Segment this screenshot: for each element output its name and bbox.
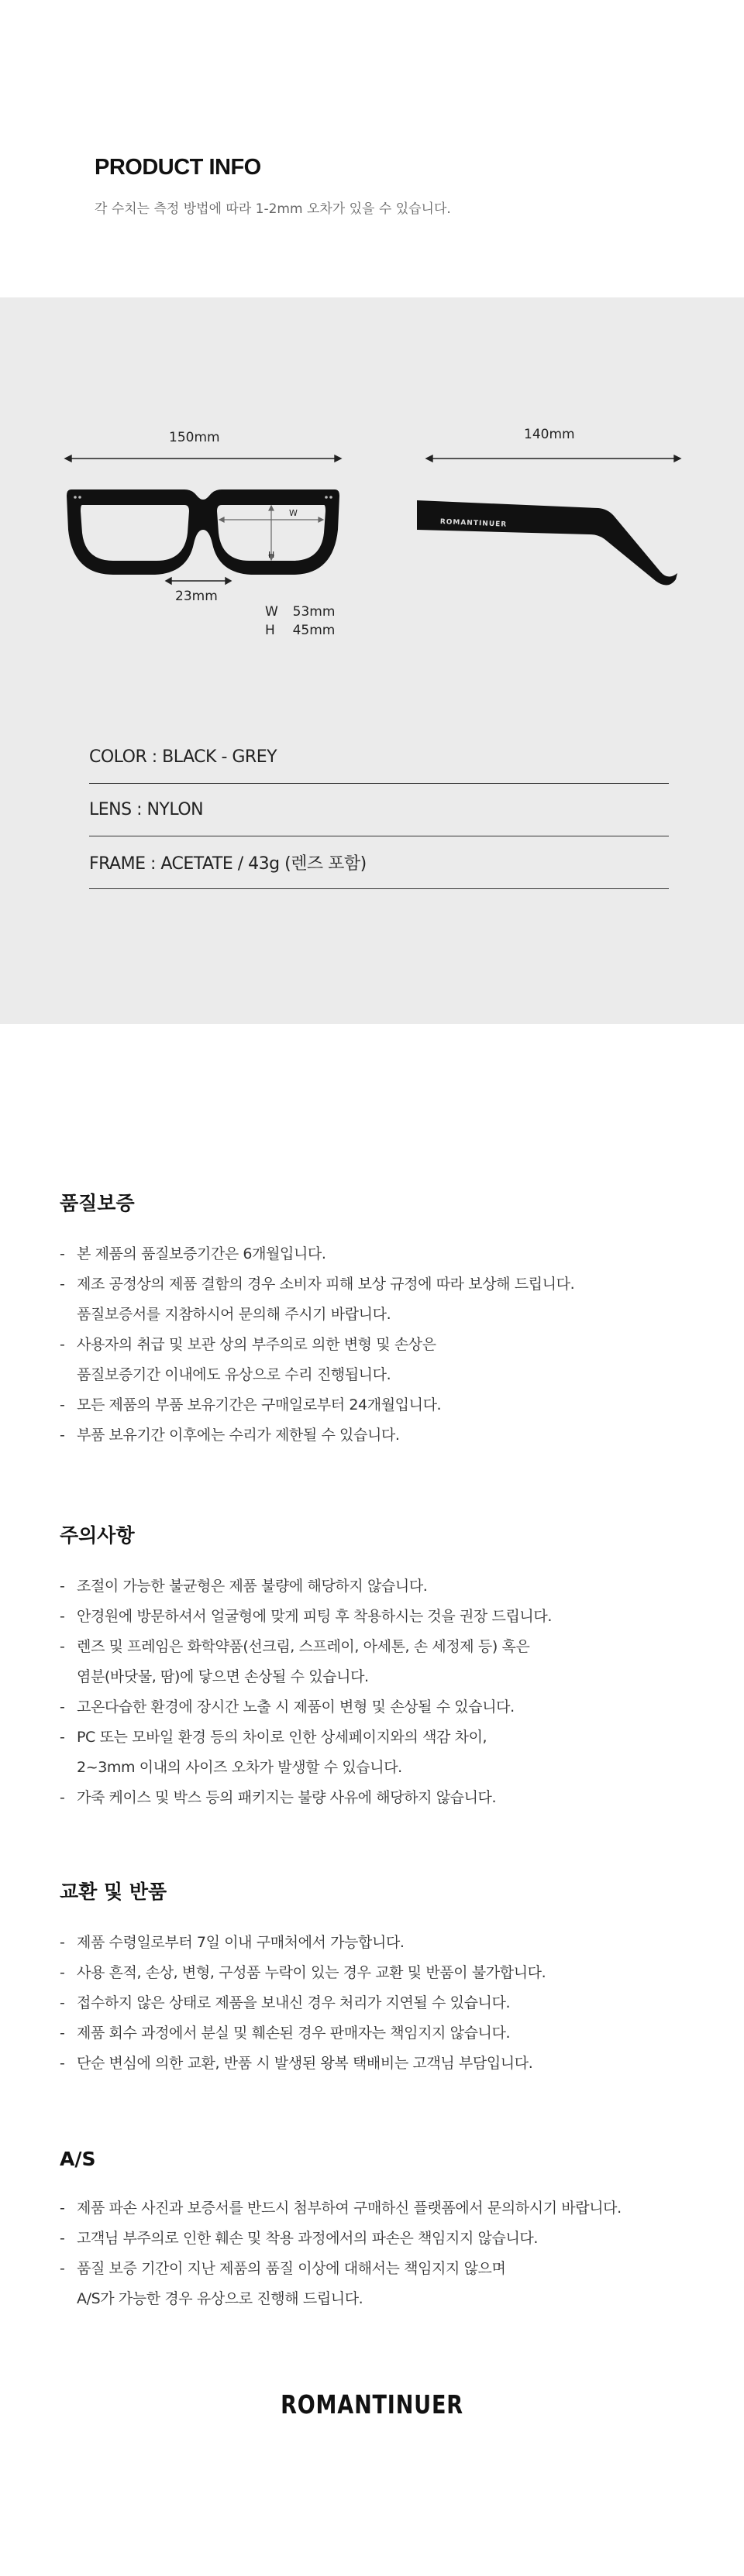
list-item-continued: 품질보증기간 이내에도 유상으로 수리 진행됩니다.: [77, 1366, 391, 1383]
temple-length-arrow: [426, 455, 680, 462]
product-info-header: [95, 155, 451, 217]
list-item: - 안경원에 방문하셔서 얼굴형에 맞게 피팅 후 착용하시는 것을 권장 드립니다.: [60, 1608, 552, 1625]
list-item-continued: 품질보증서를 지참하시어 문의해 주시기 바랍니다.: [77, 1306, 391, 1323]
bridge-width-label: 23mm: [175, 589, 218, 604]
measurement-note: 각 수치는 측정 방법에 따라 1-2mm 오차가 있을 수 있습니다.: [95, 201, 451, 217]
spec-frame: FRAME : ACETATE / 43g (렌즈 포함): [89, 836, 669, 889]
frame-width-label: 150mm: [169, 430, 220, 445]
lens-height-value: 45mm: [292, 623, 336, 638]
list-item: - 접수하지 않은 상태로 제품을 보내신 경우 처리가 지연될 수 있습니다.: [60, 1994, 511, 2011]
list-item: - 단순 변심에 의한 교환, 반품 시 발생된 왕복 택배비는 고객님 부담입니다.: [60, 2055, 533, 2072]
lens-height-key: H: [265, 623, 275, 638]
list-item: - 제조 공정상의 제품 결함의 경우 소비자 피해 보상 규정에 따라 보상해 드립니다.: [60, 1276, 575, 1293]
list-item: - 부품 보유기간 이후에는 수리가 제한될 수 있습니다.: [60, 1427, 400, 1444]
section-after-service: [60, 2148, 695, 2314]
lens-width-key: W: [265, 604, 278, 620]
list-item: - 본 제품의 품질보증기간은 6개월입니다.: [60, 1245, 326, 1262]
section-title: 교환 및 반품: [60, 1880, 167, 1903]
list-item: - 고온다습한 환경에 장시간 노출 시 제품이 변형 및 손상될 수 있습니다.: [60, 1698, 515, 1716]
list-item-continued: 2~3mm 이내의 사이즈 오차가 발생할 수 있습니다.: [77, 1759, 402, 1776]
spec-lens: LENS : NYLON: [89, 784, 669, 836]
list-item-continued: A/S가 가능한 경우 유상으로 진행해 드립니다.: [77, 2290, 363, 2307]
section-title: 주의사항: [60, 1524, 135, 1547]
page-title: PRODUCT INFO: [95, 155, 261, 180]
list-item: - 제품 파손 사진과 보증서를 반드시 첨부하여 구매하신 플랫폼에서 문의하시기 바랍니다.: [60, 2200, 622, 2217]
temple-length-label: 140mm: [524, 427, 575, 442]
section-title: A/S: [60, 2148, 96, 2170]
spec-color: COLOR : BLACK - GREY: [89, 731, 669, 784]
frame-width-arrow: [65, 455, 341, 462]
list-item: - 조절이 가능한 불균형은 제품 불량에 해당하지 않습니다.: [60, 1578, 428, 1595]
temple-brand-print: ROMANTINUER: [439, 518, 508, 529]
brand-logo: ROMANTINUER: [281, 2389, 463, 2420]
list-item: - 사용자의 취급 및 보관 상의 부주의로 의한 변형 및 손상은: [60, 1336, 436, 1353]
h-marker: H: [268, 550, 275, 560]
list-item-continued: 염분(바닷물, 땀)에 닿으면 손상될 수 있습니다.: [77, 1668, 369, 1685]
list-item: - 모든 제품의 부품 보유기간은 구매일로부터 24개월입니다.: [60, 1396, 442, 1413]
list-item: - 고객님 부주의로 인한 훼손 및 착용 과정에서의 파손은 책임지지 않습니다.: [60, 2230, 539, 2247]
list-item: - 품질 보증 기간이 지난 제품의 품질 이상에 대해서는 책임지지 않으며: [60, 2260, 506, 2277]
section-title: 품질보증: [60, 1192, 135, 1214]
section-warranty: [60, 1188, 695, 1451]
lens-width-value: 53mm: [292, 604, 336, 620]
list-item: - 사용 흔적, 손상, 변형, 구성품 누락이 있는 경우 교환 및 반품이 불가합니다.: [60, 1964, 546, 1981]
w-marker: W: [289, 508, 298, 518]
lens-width-row: [265, 604, 335, 620]
spec-list: [89, 731, 669, 889]
list-item: - 렌즈 및 프레임은 화학약품(선크림, 스프레이, 아세톤, 손 세정제 등) 혹은: [60, 1638, 530, 1655]
list-item: - 가죽 케이스 및 박스 등의 패키지는 불량 사유에 해당하지 않습니다.: [60, 1789, 497, 1806]
list-item: - PC 또는 모바일 환경 등의 차이로 인한 상세페이지와의 색감 차이,: [60, 1729, 487, 1746]
glasses-diagram: [0, 297, 744, 731]
lens-height-row: [265, 623, 335, 638]
section-caution: [60, 1520, 695, 1813]
spec-panel: [0, 297, 744, 1024]
section-exchange-return: [60, 1877, 695, 2079]
list-item: - 제품 수령일로부터 7일 이내 구매처에서 가능합니다.: [60, 1934, 405, 1951]
glasses-temple-icon: [417, 500, 677, 586]
list-item: - 제품 회수 과정에서 분실 및 훼손된 경우 판매자는 책임지지 않습니다.: [60, 2025, 511, 2042]
glasses-front-icon: [67, 489, 339, 584]
